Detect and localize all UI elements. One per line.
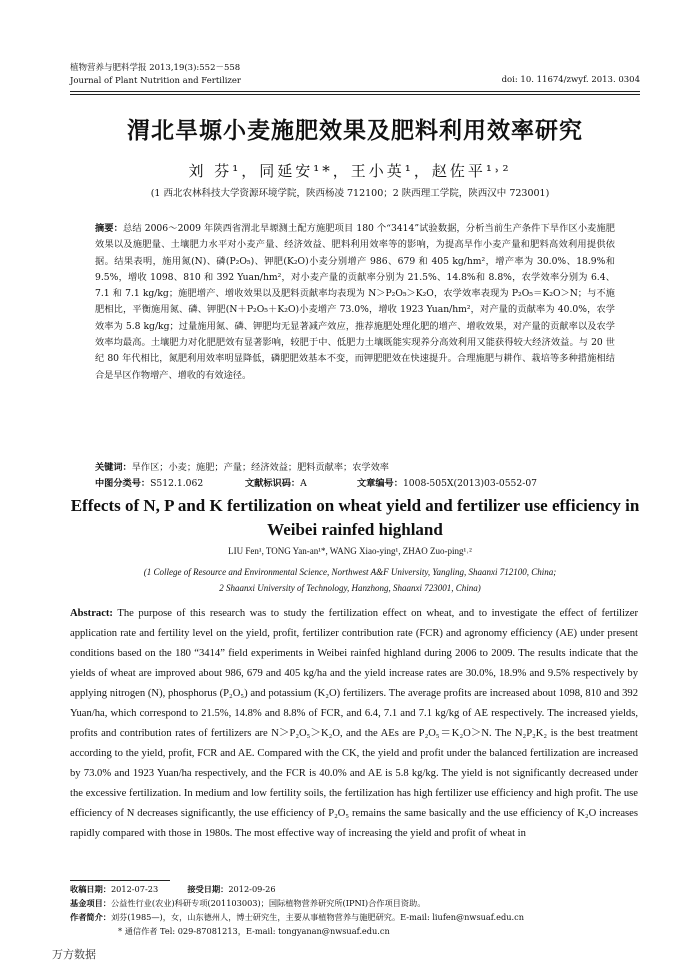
cn-authors: 刘 芬¹，同延安¹*，王小英¹，赵佐平¹˒²	[188, 162, 512, 180]
header-rule	[70, 91, 640, 92]
en-abstract-text: The purpose of this research was to study the fertilization effect on wheat, and to investigate the effect of fertilizer application rate and fertility level on the yield, profit, fertilizer contribution rate (FCR) and agronomy efficiency (AE) under present conditions based on the 180 “3414” field experiments in Weibei rainfed highland during 2006 to 2009. The results indicate that the yields of wheat are improved about 986, 679 and 405 kg/ha and the yield increase rates are 30.0%, 18.9% and 9.5% respectively by applying nitrogen (N), phosphorus (P₂O₅) and potassium (K₂O) fertilizers. The average profits are increased about 1098, 810 and 392 Yuan/ha, which correspond to 21.5%, 14.8% and 8.8% of FCR, and 6.4, 7.1 and 7.1 kg/kg of AE respectively. The increased yields, profits and contribution rates of fertilizers are N＞P₂O₅＞K₂O, and the AEs are P₂O₅＝K₂O＞N. The N₂P₂K₂ is the best treatment according to the yield, profit, FCR and AE. Compared with the CK, the yield and profit under the balanced fertilization are increased by 73.0% and 1923 Yuan/ha respectively, and the FCR is 40.0% and AE is 5.8 kg/kg. The yield is not significantly decreased under the excessive fertilization. In medium and low fertility soils, the fertilization has high fertilizer use efficiency and high profit. The use efficiency of N decreases significantly, the use efficiency of P₂O₅ remains the same basically and the use efficiency of K₂O increases rapidly compared with those in 1980s. The most effective way of increasing the yield and profit of wheat in	[70, 608, 638, 839]
en-abstract-label: Abstract:	[70, 608, 113, 619]
en-abstract	[70, 604, 638, 844]
footnote-corresponding: * 通信作者 Tel: 029-87081213，E-mail: tongyanan@nwsuaf.edu.cn	[118, 926, 390, 936]
cn-abstract-text: 总结 2006～2009 年陕西省渭北旱塬测土配方施肥项目 180 个“3414”试验数据，分析当前生产条件下旱作区小麦施肥效果以及施肥量、土壤肥力水平对小麦产量、经济效益、肥料利用效率等的影响，为提高旱作小麦产量和肥料高效利用提供依据。结果表明，施用氮(N)、磷(P₂O₅)、钾肥(K₂O)小麦分别增产 986、679 和 405 kg/hm²，增产率为 30.0%、18.9%和 9.5%，增收 1098、810 和 392 Yuan/hm²，对小麦产量的贡献率分别为 21.5%、14.8%和 8.8%，农学效率分别为 6.4、7.1 和 7.1 kg/kg；施肥增产、增收效果以及肥料贡献率均表现为 N＞P₂O₅＞K₂O，农学效率表现为 P₂O₅＝K₂O＞N；与不施肥相比，平衡施用氮、磷、钾肥(N＋P₂O₅＋K₂O)小麦增产 73.0%，增收 1923 Yuan/hm²，对产量的贡献率为 40.0%，农学效率为 5.8 kg/kg；过量施用氮、磷、钾肥均无显著减产效应，推荐施肥处理化肥的增产、增收效果，对产量的贡献率以及农学效率均最高。土壤肥力对化肥肥效有显著影响，较肥于中、低肥力土壤既能实现养分高效利用又能获得较大经济效益。与 20 世纪 80 年代相比，氮肥利用效率明显降低，磷肥肥效基本不变，而钾肥肥效在快速提升。合理施肥与耕作、栽培等多种措施相结合是旱区作物增产、增收的有效途径。	[95, 223, 615, 381]
en-affiliation-1: (1 College of Resource and Environmental Science, Northwest A&F University, Yangling, Shaanxi 712100, China;	[143, 567, 557, 577]
header-rule-thin	[70, 94, 640, 95]
accepted-label: 接受日期：	[187, 884, 229, 894]
class-label: 中图分类号：	[95, 478, 151, 489]
footnote-fund	[70, 896, 640, 910]
accepted-date: 2012-09-26	[228, 884, 276, 894]
en-affiliation-2: 2 Shaanxi University of Technology, Hanzhong, Shaanxi 723001, China)	[219, 583, 481, 593]
journal-header	[70, 62, 241, 88]
footnote-dates	[70, 882, 640, 896]
article-no: 1008-505X(2013)03-0552-07	[402, 478, 538, 489]
fund-label: 基金项目：	[70, 898, 111, 908]
received-date: 2012-07-23	[110, 884, 159, 894]
cn-abstract	[95, 221, 615, 384]
cn-title: 渭北旱塬小麦施肥效果及肥料利用效率研究	[127, 118, 583, 144]
footnote-author	[70, 910, 640, 924]
journal-cn: 植物营养与肥料学报 2013,19(3):552－558	[70, 63, 241, 73]
article-label: 文章编号：	[357, 478, 403, 489]
en-title: Effects of N, P and K fertilization on wheat yield and fertilizer use efficiency in Weibei rainfed highland	[70, 496, 640, 539]
cn-classification	[95, 475, 537, 489]
en-affiliation	[0, 564, 700, 596]
cn-affiliation: (1 西北农林科技大学资源环境学院，陕西杨凌 712100；2 陕西理工学院，陕西汉中 723001)	[150, 188, 550, 199]
cn-abstract-label: 摘要：	[95, 223, 123, 234]
fund-text: 公益性行业(农业)科研专项(201103003)；国际植物营养研究所(IPNI)合作项目资助。	[110, 898, 426, 908]
cn-keywords-label: 关键词：	[95, 462, 132, 473]
watermark: 万方数据	[52, 948, 96, 961]
en-authors: LIU Fen¹, TONG Yan-an¹*, WANG Xiao-ying¹, ZHAO Zuo-ping¹˒²	[228, 546, 472, 556]
cn-keywords	[95, 459, 389, 473]
class-no: S512.1.062	[150, 478, 204, 489]
doc-label: 文献标识码：	[245, 478, 301, 489]
journal-en: Journal of Plant Nutrition and Fertilizer	[70, 76, 241, 86]
author-text: 刘芬(1985—)，女，山东德州人，博士研究生，主要从事植物营养与施肥研究。E-mail: liufen@nwsuaf.edu.cn	[110, 912, 524, 922]
doc-code: A	[300, 478, 307, 489]
cn-keywords-text: 旱作区；小麦；施肥；产量；经济效益；肥料贡献率；农学效率	[131, 462, 389, 473]
author-label: 作者简介：	[70, 912, 111, 922]
footnote-rule	[70, 880, 170, 881]
doi: doi: 10. 11674/zwyf. 2013. 0304	[501, 75, 640, 85]
received-label: 收稿日期：	[70, 884, 111, 894]
